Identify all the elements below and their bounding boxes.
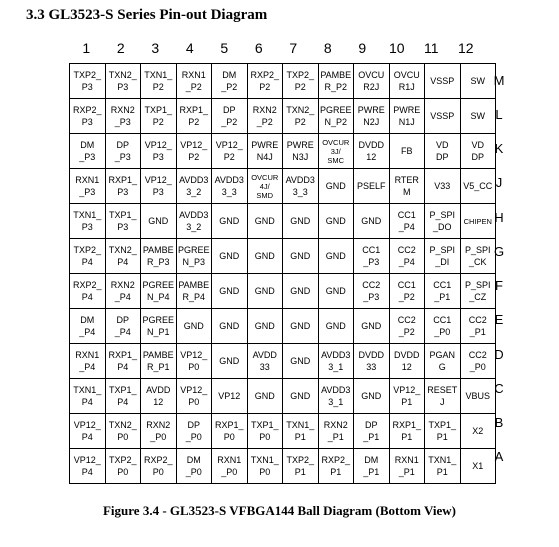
pin-cell: RXN2 _P0 bbox=[141, 414, 177, 449]
column-label: 1 bbox=[82, 40, 91, 56]
pin-cell: GND bbox=[354, 379, 390, 414]
pin-cell: RXP2_ P0 bbox=[141, 449, 177, 484]
pin-cell: TXP2_ P3 bbox=[70, 64, 106, 99]
pin-cell: DVDD 12 bbox=[354, 134, 390, 169]
pin-cell: TXP1_ P4 bbox=[105, 379, 141, 414]
pin-cell: GND bbox=[283, 274, 319, 309]
pin-cell: AVDD3 3_1 bbox=[318, 379, 354, 414]
pin-cell: GND bbox=[212, 204, 248, 239]
pin-cell: RXN2 _P3 bbox=[105, 99, 141, 134]
pin-cell: VP12_ P1 bbox=[389, 379, 425, 414]
pin-row bbox=[70, 274, 496, 309]
pin-cell: PGAN G bbox=[425, 344, 461, 379]
pin-cell: GND bbox=[318, 274, 354, 309]
pin-cell: GND bbox=[354, 204, 390, 239]
pin-cell: OVCU R1J bbox=[389, 64, 425, 99]
pin-cell: VD DP bbox=[460, 134, 496, 169]
pin-cell: GND bbox=[247, 239, 283, 274]
pin-cell: RXN1 _P1 bbox=[389, 449, 425, 484]
column-label: 9 bbox=[358, 40, 367, 56]
pin-cell: OVCUR 3J/ SMC bbox=[318, 134, 354, 169]
pin-cell: DVDD 33 bbox=[354, 344, 390, 379]
row-label: A bbox=[494, 449, 504, 465]
pin-cell: FB bbox=[389, 134, 425, 169]
pin-cell: P_SPI _CK bbox=[460, 239, 496, 274]
pin-cell: TXN1_ P3 bbox=[70, 204, 106, 239]
pin-cell: TXN2_ P4 bbox=[105, 239, 141, 274]
pin-cell: P_SPI _CZ bbox=[460, 274, 496, 309]
pin-cell: GND bbox=[247, 274, 283, 309]
pin-cell: SW bbox=[460, 64, 496, 99]
pin-cell: VP12 bbox=[212, 379, 248, 414]
pin-cell: TXN1_ P0 bbox=[247, 449, 283, 484]
pin-cell: OVCUR 4J/ SMD bbox=[247, 169, 283, 204]
pin-cell: TXP2_ P4 bbox=[70, 239, 106, 274]
pin-cell: DM _P3 bbox=[70, 134, 106, 169]
pin-cell: GND bbox=[318, 204, 354, 239]
column-label: 2 bbox=[116, 40, 125, 56]
pin-cell: DM _P2 bbox=[212, 64, 248, 99]
column-label: 10 bbox=[388, 40, 405, 56]
pin-row bbox=[70, 344, 496, 379]
pin-cell: AVDD3 3_3 bbox=[212, 169, 248, 204]
pin-cell: DM _P0 bbox=[176, 449, 212, 484]
pin-cell: VP12_ P0 bbox=[176, 379, 212, 414]
pin-cell: VSSP bbox=[425, 64, 461, 99]
pin-cell: GND bbox=[318, 239, 354, 274]
pin-cell: VP12_ P4 bbox=[70, 414, 106, 449]
pin-cell: DM _P4 bbox=[70, 309, 106, 344]
column-label: 8 bbox=[323, 40, 332, 56]
pin-cell: VP12_ P2 bbox=[176, 134, 212, 169]
pin-cell: RXP2_ P2 bbox=[247, 64, 283, 99]
pin-cell: TXN1_ P4 bbox=[70, 379, 106, 414]
pin-cell: CC1 _P0 bbox=[425, 309, 461, 344]
pin-cell: PAMBE R_P1 bbox=[141, 344, 177, 379]
pin-cell: TXN1_ P1 bbox=[425, 449, 461, 484]
pin-cell: RXN1 _P2 bbox=[176, 64, 212, 99]
pin-row bbox=[70, 64, 496, 99]
pin-cell: DP _P3 bbox=[105, 134, 141, 169]
pin-cell: TXP1_ P2 bbox=[141, 99, 177, 134]
pin-cell: DP _P2 bbox=[212, 99, 248, 134]
pin-cell: PGREE N_P1 bbox=[141, 309, 177, 344]
pin-cell: RESET J bbox=[425, 379, 461, 414]
row-label: H bbox=[494, 209, 504, 225]
column-label: 3 bbox=[151, 40, 160, 56]
section-heading: 3.3 GL3523-S Series Pin-out Diagram bbox=[26, 7, 268, 23]
pin-cell: TXN1_ P1 bbox=[283, 414, 319, 449]
pin-cell: PWRE N2J bbox=[354, 99, 390, 134]
pin-cell: TXP1_ P1 bbox=[425, 414, 461, 449]
pin-cell: RXP2_ P3 bbox=[70, 99, 106, 134]
pin-cell: VP12_ P3 bbox=[141, 169, 177, 204]
pin-cell: GND bbox=[283, 309, 319, 344]
pin-cell: GND bbox=[283, 344, 319, 379]
pin-cell: CC2 _P0 bbox=[460, 344, 496, 379]
pin-cell: AVDD 12 bbox=[141, 379, 177, 414]
pin-cell: SW bbox=[460, 99, 496, 134]
pin-cell: CC1 _P1 bbox=[425, 274, 461, 309]
pin-cell: RXP1_ P4 bbox=[105, 344, 141, 379]
pin-cell: VP12_ P0 bbox=[176, 344, 212, 379]
pin-cell: PWRE N4J bbox=[247, 134, 283, 169]
pin-cell: TXP1_ P3 bbox=[105, 204, 141, 239]
pin-row bbox=[70, 204, 496, 239]
pin-cell: PWRE N1J bbox=[389, 99, 425, 134]
pin-cell: PSELF bbox=[354, 169, 390, 204]
pin-cell: AVDD 33 bbox=[247, 344, 283, 379]
column-label: 11 bbox=[423, 40, 439, 56]
pin-cell: AVDD3 3_3 bbox=[283, 169, 319, 204]
column-label: 4 bbox=[185, 40, 194, 56]
pin-cell: RXN1 _P0 bbox=[212, 449, 248, 484]
row-label: M bbox=[493, 72, 505, 88]
pin-cell: GND bbox=[212, 344, 248, 379]
pin-cell: TXP2_ P0 bbox=[105, 449, 141, 484]
pin-cell: VD DP bbox=[425, 134, 461, 169]
row-label: K bbox=[494, 141, 504, 157]
pin-cell: RXP1_ P0 bbox=[212, 414, 248, 449]
pin-cell: DP _P4 bbox=[105, 309, 141, 344]
pin-cell: CC2 _P2 bbox=[389, 309, 425, 344]
pin-cell: GND bbox=[354, 309, 390, 344]
pin-cell: TXN2_ P2 bbox=[283, 99, 319, 134]
pin-cell: TXN2_ P3 bbox=[105, 64, 141, 99]
pin-cell: PAMBE R_P2 bbox=[318, 64, 354, 99]
column-label: 5 bbox=[220, 40, 229, 56]
pin-cell: X1 bbox=[460, 449, 496, 484]
row-label: G bbox=[493, 243, 505, 259]
pin-cell: TXP2_ P2 bbox=[283, 64, 319, 99]
pin-cell: VSSP bbox=[425, 99, 461, 134]
row-label: C bbox=[494, 380, 504, 396]
pin-cell: VP12_ P2 bbox=[212, 134, 248, 169]
pin-cell: RXP1_ P1 bbox=[389, 414, 425, 449]
column-label: 12 bbox=[457, 40, 474, 56]
pin-cell: CHIPEN bbox=[460, 204, 496, 239]
pinout-grid bbox=[69, 63, 496, 484]
pin-cell: OVCU R2J bbox=[354, 64, 390, 99]
column-label: 7 bbox=[289, 40, 298, 56]
pin-row bbox=[70, 239, 496, 274]
pin-cell: PAMBE R_P3 bbox=[141, 239, 177, 274]
pin-cell: TXN2_ P0 bbox=[105, 414, 141, 449]
pin-cell: CC2 _P4 bbox=[389, 239, 425, 274]
pin-cell: GND bbox=[283, 204, 319, 239]
pin-cell: PGREE N_P2 bbox=[318, 99, 354, 134]
pin-cell: V5_CC bbox=[460, 169, 496, 204]
pin-cell: GND bbox=[212, 274, 248, 309]
pin-cell: RXN2 _P4 bbox=[105, 274, 141, 309]
pin-cell: RXP1_ P2 bbox=[176, 99, 212, 134]
pin-cell: TXP2_ P1 bbox=[283, 449, 319, 484]
pin-cell: TXP1_ P0 bbox=[247, 414, 283, 449]
pin-cell: VP12_ P3 bbox=[141, 134, 177, 169]
pin-row bbox=[70, 99, 496, 134]
pin-cell: GND bbox=[212, 309, 248, 344]
pin-cell: RXN1 _P3 bbox=[70, 169, 106, 204]
pin-cell: RXN2 _P2 bbox=[247, 99, 283, 134]
pin-row bbox=[70, 379, 496, 414]
pin-cell: RXP2_ P4 bbox=[70, 274, 106, 309]
pin-cell: GND bbox=[247, 309, 283, 344]
pin-cell: AVDD3 3_2 bbox=[176, 204, 212, 239]
figure-caption: Figure 3.4 - GL3523-S VFBGA144 Ball Diagram (Bottom View) bbox=[102, 503, 457, 518]
pin-row bbox=[70, 134, 496, 169]
pin-cell: PAMBE R_P4 bbox=[176, 274, 212, 309]
pin-cell: AVDD3 3_2 bbox=[176, 169, 212, 204]
pin-cell: CC1 _P2 bbox=[389, 274, 425, 309]
pin-cell: PGREE N_P3 bbox=[176, 239, 212, 274]
pin-cell: CC1 _P4 bbox=[389, 204, 425, 239]
pin-cell: GND bbox=[318, 309, 354, 344]
pin-row bbox=[70, 169, 496, 204]
pin-cell: GND bbox=[247, 379, 283, 414]
pin-cell: RXN2 _P1 bbox=[318, 414, 354, 449]
pin-cell: TXN1_ P2 bbox=[141, 64, 177, 99]
pin-cell: GND bbox=[318, 169, 354, 204]
pin-cell: PWRE N3J bbox=[283, 134, 319, 169]
pin-cell: CC2 _P1 bbox=[460, 309, 496, 344]
row-label: J bbox=[495, 175, 503, 191]
pin-cell: VBUS bbox=[460, 379, 496, 414]
pin-cell: P_SPI _DO bbox=[425, 204, 461, 239]
pin-cell: GND bbox=[141, 204, 177, 239]
pin-cell: PGREE N_P4 bbox=[141, 274, 177, 309]
pin-cell: V33 bbox=[425, 169, 461, 204]
pin-cell: GND bbox=[283, 239, 319, 274]
pin-cell: GND bbox=[247, 204, 283, 239]
pin-row bbox=[70, 449, 496, 484]
pin-cell: DM _P1 bbox=[354, 449, 390, 484]
pin-row bbox=[70, 414, 496, 449]
row-label: L bbox=[495, 106, 503, 122]
pin-cell: AVDD3 3_1 bbox=[318, 344, 354, 379]
pin-cell: DP _P0 bbox=[176, 414, 212, 449]
pin-row bbox=[70, 309, 496, 344]
pin-cell: P_SPI _DI bbox=[425, 239, 461, 274]
pin-cell: DP _P1 bbox=[354, 414, 390, 449]
pin-cell: GND bbox=[283, 379, 319, 414]
pin-cell: CC2 _P3 bbox=[354, 274, 390, 309]
row-label: F bbox=[495, 278, 503, 294]
row-label: B bbox=[494, 415, 504, 431]
pin-cell: GND bbox=[176, 309, 212, 344]
row-header-column bbox=[490, 63, 508, 474]
pin-cell: GND bbox=[212, 239, 248, 274]
pin-cell: DVDD 12 bbox=[389, 344, 425, 379]
row-label: D bbox=[494, 346, 504, 362]
row-label: E bbox=[494, 312, 504, 328]
column-label: 6 bbox=[254, 40, 263, 56]
pin-cell: RXN1 _P4 bbox=[70, 344, 106, 379]
pin-cell: VP12_ P4 bbox=[70, 449, 106, 484]
pin-cell: RXP2_ P1 bbox=[318, 449, 354, 484]
pin-cell: RXP1_ P3 bbox=[105, 169, 141, 204]
pin-cell: RTER M bbox=[389, 169, 425, 204]
pin-cell: CC1 _P3 bbox=[354, 239, 390, 274]
column-header-row bbox=[69, 40, 483, 60]
pin-cell: X2 bbox=[460, 414, 496, 449]
